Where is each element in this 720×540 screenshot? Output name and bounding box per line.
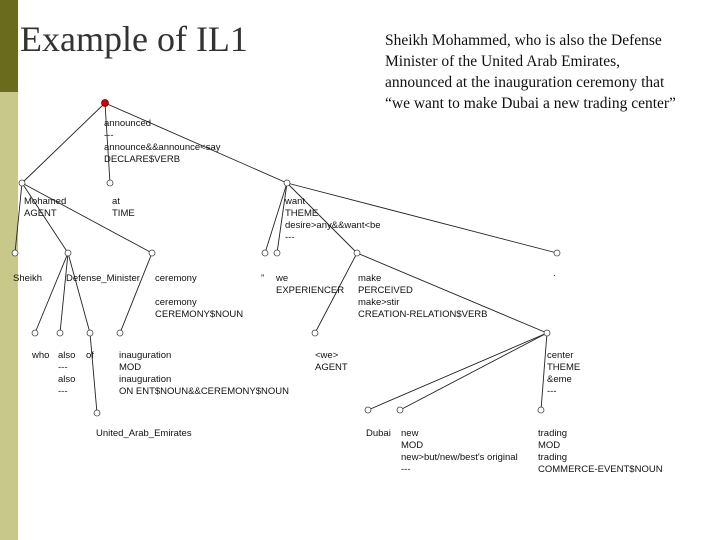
tree-nodes <box>12 100 560 417</box>
edge-want-period <box>287 183 557 253</box>
edge-center-dubai <box>368 333 547 410</box>
node-ceremony <box>149 250 155 256</box>
label-quote-mark: ” <box>261 273 265 284</box>
label-period: . <box>553 268 556 279</box>
node-mohamed <box>19 180 25 186</box>
label-of: of <box>86 350 94 361</box>
label-uae: United_Arab_Emirates <box>96 428 192 439</box>
edge-mohamed-sheikh <box>15 183 22 253</box>
label-dubai: Dubai <box>366 428 391 439</box>
edge-defense-also <box>60 253 68 333</box>
edge-root-mohamed <box>22 103 105 183</box>
edge-defense-who <box>35 253 68 333</box>
edge-center-new <box>400 333 547 410</box>
node-we-quote <box>312 330 318 336</box>
node-of <box>87 330 93 336</box>
node-defense-minister <box>65 250 71 256</box>
node-want <box>284 180 290 186</box>
label-also: also --- also --- <box>58 350 76 397</box>
node-inauguration <box>117 330 123 336</box>
node-dubai <box>365 407 371 413</box>
tree-edges <box>15 103 557 413</box>
node-who <box>32 330 38 336</box>
node-new <box>397 407 403 413</box>
label-mohamed: Mohamed AGENT <box>24 196 67 219</box>
label-we: we EXPERIENCER <box>276 273 345 296</box>
node-center <box>544 330 550 336</box>
edge-want-quote <box>265 183 287 253</box>
slide-title: Example of IL1 <box>20 19 248 59</box>
tree-labels <box>13 118 663 475</box>
label-sheikh: Sheikh <box>13 273 43 284</box>
node-also <box>57 330 63 336</box>
label-trading: trading MOD trading COMMERCE-EVENT$NOUN <box>538 428 663 475</box>
node-period <box>554 250 560 256</box>
label-who: who <box>32 350 50 361</box>
label-ceremony: ceremony ceremony CEREMONY$NOUN <box>155 273 244 320</box>
label-at: at TIME <box>112 196 135 219</box>
edge-ceremony-inauguration <box>120 253 152 333</box>
label-inauguration: inauguration MOD inauguration ON ENT$NOUN&&CEREMONY$NOUN <box>119 350 289 397</box>
label-defense-minister: Defense_Minister <box>66 273 140 284</box>
edge-of-uae <box>90 333 97 413</box>
node-trading <box>538 407 544 413</box>
node-at <box>107 180 113 186</box>
edge-defense-of <box>68 253 90 333</box>
node-we <box>274 250 280 256</box>
label-make: make PERCEIVED make>stir CREATION-RELATION$VERB <box>358 273 488 320</box>
example-sentence: Sheikh Mohammed, who is also the Defense Minister of the United Arab Emirates, announced at the inauguration ceremony that “we want to make Dubai a new trading center” <box>385 32 676 112</box>
node-make <box>354 250 360 256</box>
label-new: new MOD new>but/new/best's original --- <box>401 428 518 475</box>
node-quote <box>262 250 268 256</box>
label-want: want THEME desire>any&&want<be --- <box>285 196 381 243</box>
node-sheikh <box>12 250 18 256</box>
label-we-quote: <we> AGENT <box>315 350 348 373</box>
root-node <box>102 100 109 107</box>
label-center: center THEME &eme --- <box>547 350 581 397</box>
label-announced: announced --- announce&&announce<say DECLARE$VERB <box>104 118 221 165</box>
node-uae <box>94 410 100 416</box>
